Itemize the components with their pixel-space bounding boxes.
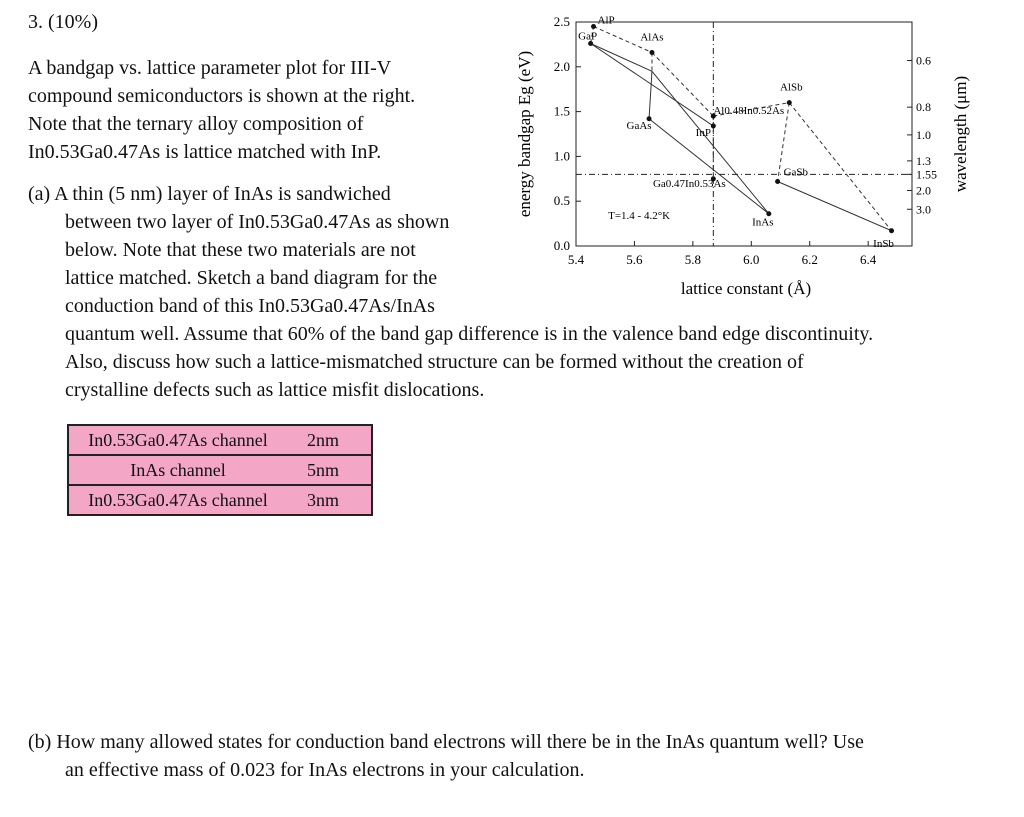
part-a-line: Also, discuss how such a lattice-mismatched structure can be formed without the creation of [65,351,804,373]
point-label-alas: AlAs [640,31,664,44]
data-point-alsb [787,100,792,105]
y-tick-label: 2.5 [553,14,570,29]
y-tick-label: 1.5 [553,103,570,119]
x-tick-label: 6.0 [743,252,760,267]
y2-tick-label: 0.8 [916,100,931,115]
layer-label: In0.53Ga0.47As channel [68,425,287,455]
data-point-gasb [775,179,780,184]
point-label-alp: AlP [597,14,615,27]
point-label-alsb: AlSb [779,81,803,94]
x-tick-label: 6.4 [860,252,877,267]
y-tick-label: 1.0 [553,148,570,164]
point-label-alinas: Al0.48In0.52As [713,105,785,118]
part-a-line: below. Note that these two materials are not [65,239,416,261]
question-header: 3. (10%) [28,11,98,33]
bandgap-chart [500,8,990,306]
curve-gasb-insb [778,181,892,230]
part-a-line: quantum well. Assume that 60% of the band gap difference is in the valence band edge discontinuity. [65,323,874,345]
y2-tick-label: 2.0 [916,183,931,198]
part-b-line: an effective mass of 0.023 for InAs electrons in your calculation. [65,759,585,781]
x-tick-label: 5.6 [626,252,643,267]
table-row [68,455,372,485]
data-point-alp [591,24,596,29]
x-tick-label: 6.2 [801,252,818,267]
point-label-inp: InP [695,126,711,139]
point-label-gap: GaP [578,30,598,43]
part-a-line: (a) A thin (5 nm) layer of InAs is sandwiched [28,183,391,205]
layer-label: InAs channel [68,455,287,485]
y2-tick-label: 1.3 [916,153,931,168]
point-label-gainas: Ga0.47In0.53As [652,177,726,190]
x-tick-label: 5.8 [684,252,701,267]
curve-algaas-inas [652,71,769,213]
y2-tick-label: 0.6 [916,53,931,68]
data-point-inas [766,211,771,216]
curve-alas-alinas [652,52,713,116]
layer-stack-table [67,424,373,516]
part-b-line: (b) How many allowed states for conduction band electrons will there be in the InAs quantum well? Use [28,731,864,753]
intro-line: Note that the ternary alloy composition of [28,113,364,135]
layer-label: In0.53Ga0.47As channel [68,485,287,515]
part-a-line: lattice matched. Sketch a band diagram for the [65,267,438,289]
part-a-line: between two layer of In0.53Ga0.47As as shown [65,211,450,233]
y2-tick-label: 1.55 [916,167,937,182]
y-tick-label: 0.5 [553,193,570,209]
y2-tick-label: 3.0 [916,202,931,217]
y2-tick-label: 1.0 [916,127,931,142]
data-point-alas [649,50,654,55]
table-row [68,425,372,455]
intro-line: compound semiconductors is shown at the right. [28,85,416,107]
data-point-insb [889,228,894,233]
part-a-line: conduction band of this In0.53Ga0.47As/InAs [65,295,435,317]
y-tick-label: 0.0 [553,238,570,253]
point-label-inas: InAs [752,216,774,229]
temperature-annotation: T=1.4 - 4.2°K [608,210,671,223]
intro-line: A bandgap vs. lattice parameter plot for III-V [28,57,392,79]
y2-axis-title: wavelength (μm) [951,75,970,193]
point-label-insb: InSb [873,237,894,250]
intro-line: In0.53Ga0.47As is lattice matched with InP. [28,141,382,163]
layer-thickness: 2nm [287,425,372,455]
y-tick-label: 2.0 [553,58,570,74]
point-label-gasb: GaSb [783,166,809,179]
curve-gap-algaas [591,44,652,72]
x-tick-label: 5.4 [567,252,585,267]
part-a-line: crystalline defects such as lattice misfit dislocations. [65,379,485,401]
point-label-gaas: GaAs [626,119,652,132]
curve-bend-gaas [649,71,652,118]
y-axis-title: energy bandgap Eg (eV) [515,50,534,218]
data-point-inp [711,123,716,128]
intro-paragraph [28,54,415,166]
x-axis-title: lattice constant (Å) [680,279,812,298]
layer-thickness: 5nm [287,455,372,485]
table-row [68,485,372,515]
layer-thickness: 3nm [287,485,372,515]
